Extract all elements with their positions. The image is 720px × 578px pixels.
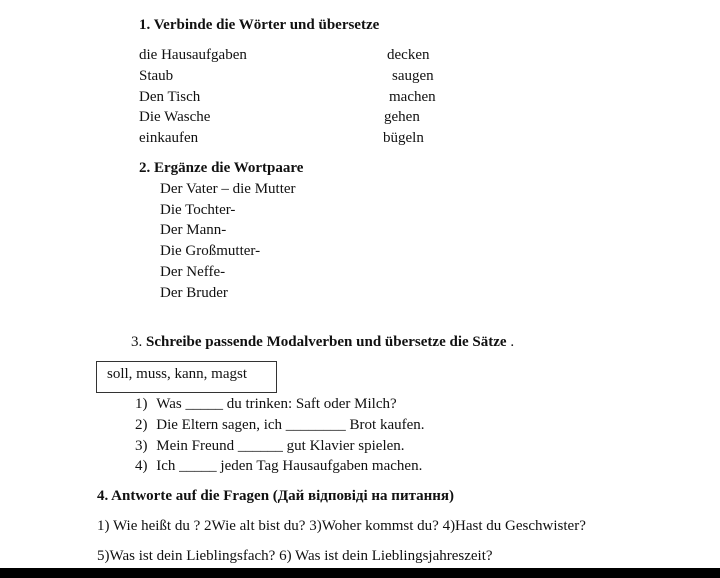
sentence-1-text: Was _____ du trinken: Saft oder Milch? (156, 396, 397, 412)
sentence-4-text: Ich _____ jeden Tag Hausaufgaben machen. (156, 458, 423, 474)
wordpair-4: Die Großmutter- (160, 243, 261, 259)
wordpair-6: Der Bruder (160, 285, 228, 301)
sentence-4 (135, 457, 422, 475)
word-right-1: decken (387, 47, 430, 63)
questions-line-2: 5)Was ist dein Lieblingsfach? 6) Was ist dein Lieblingsjahreszeit? (97, 548, 493, 564)
sentence-3 (135, 437, 405, 455)
modal-verbs-box: soll, muss, kann, magst (96, 361, 277, 393)
section3-heading (131, 333, 514, 351)
word-left-3: Den Tisch (139, 89, 201, 105)
bottom-edge-bar (0, 568, 720, 578)
sentence-1-number: 1) (135, 396, 148, 412)
sentence-2 (135, 416, 425, 434)
questions-line-1: 1) Wie heißt du ? 2Wie alt bist du? 3)Woher kommst du? 4)Hast du Geschwister? (97, 518, 586, 534)
wordpair-5: Der Neffe- (160, 264, 226, 280)
section3-number: 3. (131, 334, 146, 350)
sentence-1 (135, 395, 397, 413)
wordpair-3: Der Mann- (160, 222, 227, 238)
word-left-4: Die Wasche (139, 109, 211, 125)
word-right-2: saugen (392, 68, 434, 84)
section3-title-end: . (506, 334, 515, 350)
section2-title: 2. Ergänze die Wortpaare (139, 160, 304, 176)
section4-title: 4. Antworte auf die Fragen (Дай відповіді на питання) (97, 488, 455, 504)
word-right-4: gehen (384, 109, 420, 125)
sentence-3-text: Mein Freund ______ gut Klavier spielen. (156, 438, 405, 454)
word-right-5: bügeln (383, 130, 424, 146)
word-left-1: die Hausaufgaben (139, 47, 247, 63)
wordpair-2: Die Tochter- (160, 202, 236, 218)
sentence-3-number: 3) (135, 438, 148, 454)
section1-title: 1. Verbinde die Wörter und übersetze (139, 17, 380, 33)
word-right-3: machen (389, 89, 436, 105)
word-left-2: Staub (139, 68, 174, 84)
sentence-4-number: 4) (135, 458, 148, 474)
sentence-2-number: 2) (135, 417, 148, 433)
sentence-2-text: Die Eltern sagen, ich ________ Brot kaufen. (156, 417, 425, 433)
word-left-5: einkaufen (139, 130, 199, 146)
section3-title: Schreibe passende Modalverben und übersetze die Sätze (146, 334, 507, 350)
wordpair-1: Der Vater – die Mutter (160, 181, 296, 197)
